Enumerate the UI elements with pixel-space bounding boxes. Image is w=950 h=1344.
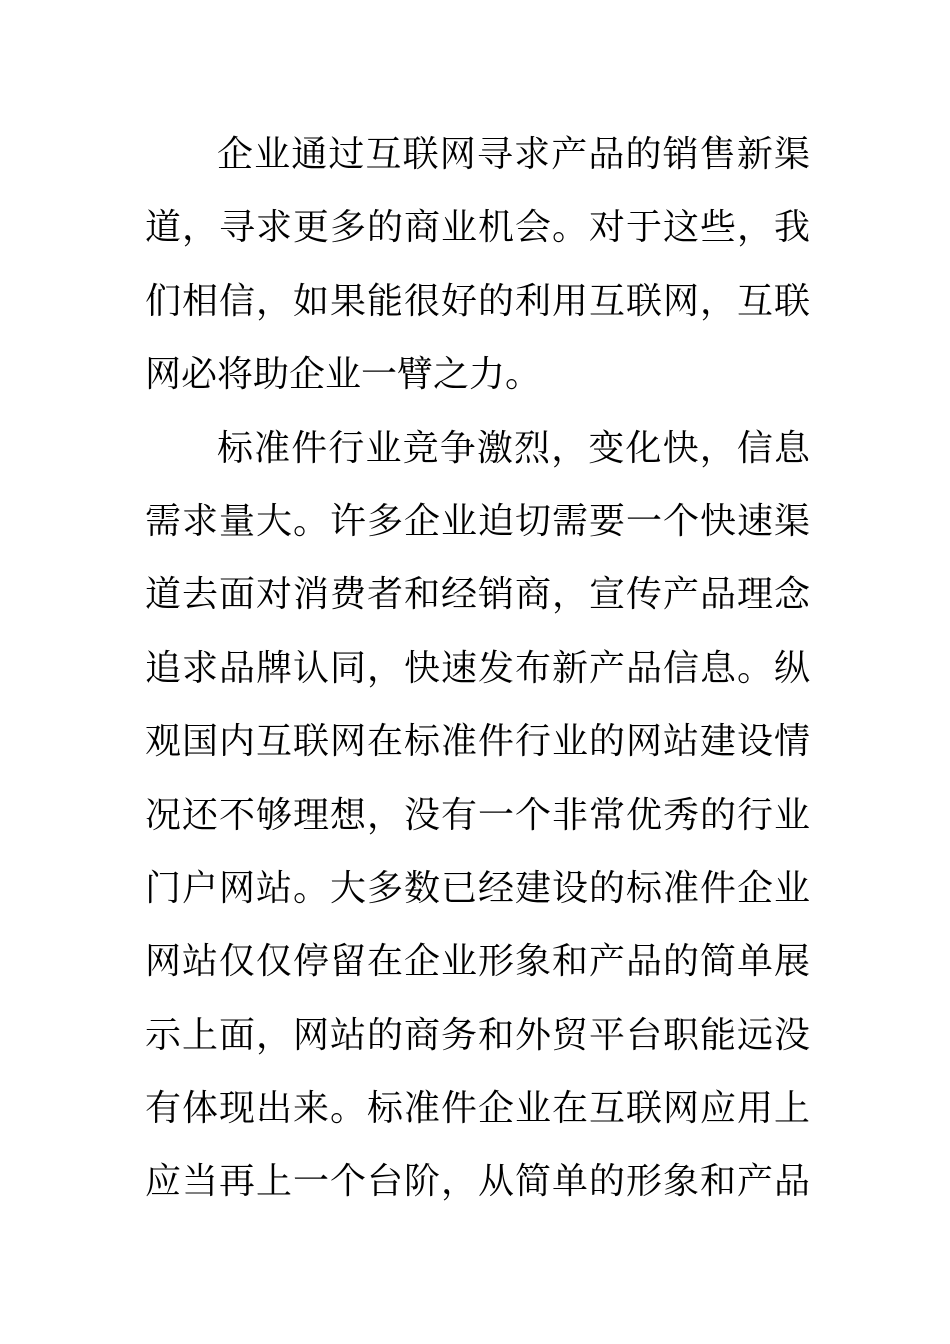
paragraph-2-line-1: 标准件行业竞争激烈，变化快，信息 — [217, 427, 810, 469]
body-text — [145, 118, 810, 1219]
paragraph-2-line-5: 观国内互联网在标准件行业的网站建设情 — [145, 721, 810, 763]
paragraph-1-line-2: 道，寻求更多的商业机会。对于这些，我 — [145, 207, 810, 249]
paragraph-2-line-3: 道去面对消费者和经销商，宣传产品理念 — [145, 574, 810, 616]
paragraph-2-line-8: 网站仅仅停留在企业形象和产品的简单展 — [145, 941, 810, 983]
paragraph-2-line-10: 有体现出来。标准件企业在互联网应用上 — [145, 1088, 810, 1130]
paragraph-2-line-9: 示上面，网站的商务和外贸平台职能远没 — [145, 1014, 810, 1056]
paragraph-2-line-6: 况还不够理想，没有一个非常优秀的行业 — [145, 794, 810, 836]
paragraph-2-line-2: 需求量大。许多企业迫切需要一个快速渠 — [145, 500, 810, 542]
paragraph-2-line-11: 应当再上一个台阶，从简单的形象和产品 — [145, 1161, 810, 1203]
paragraph-2-line-4: 追求品牌认同，快速发布新产品信息。纵 — [145, 647, 810, 689]
paragraph-1-line-3: 们相信，如果能很好的利用互联网，互联 — [145, 280, 810, 322]
paragraph-1-line-1: 企业通过互联网寻求产品的销售新渠 — [217, 134, 810, 175]
paragraph-2-line-7: 门户网站。大多数已经建设的标准件企业 — [145, 867, 810, 909]
paragraph-1-line-4: 网必将助企业一臂之力。 — [145, 354, 542, 396]
